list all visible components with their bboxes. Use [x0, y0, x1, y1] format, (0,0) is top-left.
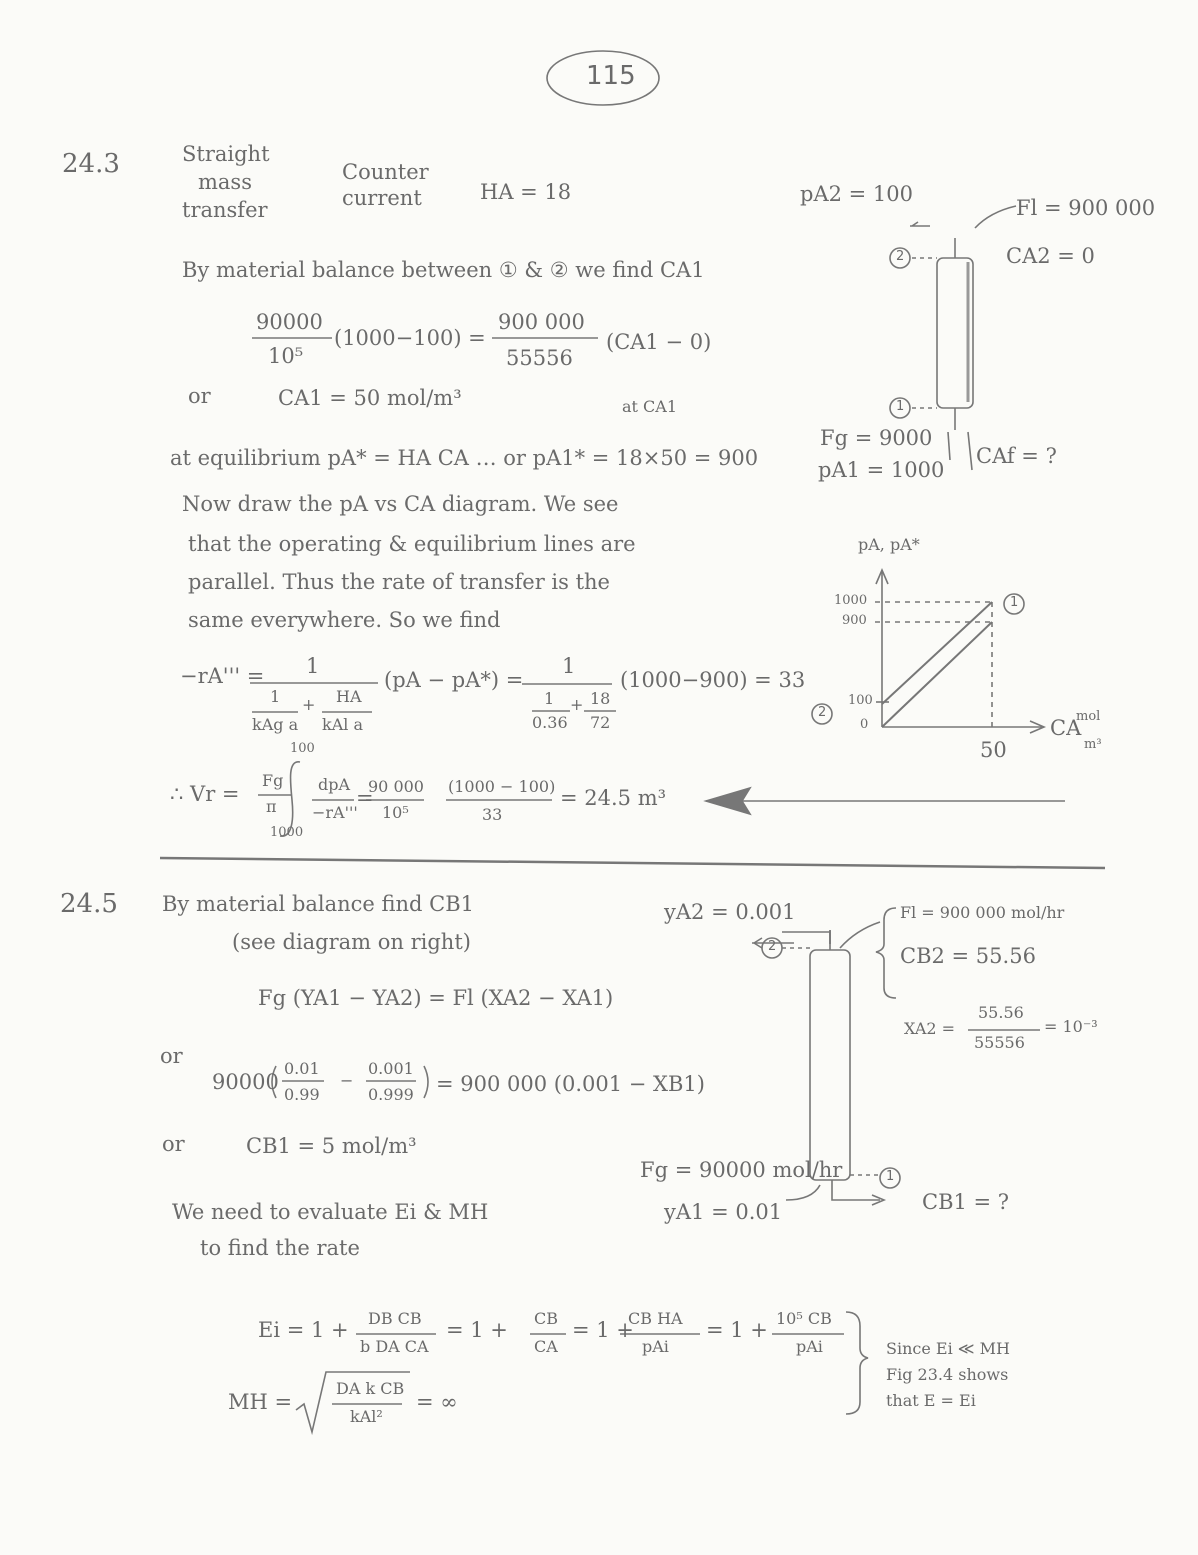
tower2-liquid-flow: Fl = 900 000 mol/hr — [900, 903, 1065, 922]
graph-y-label: pA, pA* — [858, 535, 920, 554]
mh-numerator: DA k CB — [336, 1379, 405, 1398]
rate-frac-f: 72 — [590, 713, 611, 732]
tower2-node-2: 2 — [768, 939, 777, 954]
tower2-xa2-den: 55556 — [974, 1033, 1025, 1052]
equilibrium-statement: at equilibrium pA* = HA CA … or pA1* = 18×50 = 900 — [170, 446, 759, 470]
eq2-right: = 900 000 (0.001 − XB1) — [436, 1072, 705, 1096]
rate-kg-a: kAg a — [252, 715, 299, 734]
tower2-xa2-lhs: XA2 = — [904, 1019, 956, 1038]
tower1-node-1: 1 — [896, 399, 905, 414]
label-straight: Straight — [182, 142, 270, 166]
eq2-d1: 0.99 — [284, 1085, 320, 1104]
volume-d2: 33 — [482, 805, 503, 824]
eq2-minus: − — [340, 1071, 354, 1090]
tower1-node-2: 2 — [896, 249, 905, 264]
mh-denominator: kAl² — [350, 1407, 383, 1426]
rate-frac-c: 1 — [544, 689, 555, 708]
pa2-value: pA2 = 100 — [800, 182, 913, 206]
label-counter: Counter — [342, 160, 429, 184]
need-line-1: We need to evaluate Ei & MH — [172, 1200, 489, 1224]
at-ca1-note: at CA1 — [622, 397, 678, 416]
henry-constant: HA = 18 — [480, 180, 572, 204]
tower1-gas-flow: Fg = 9000 — [820, 426, 933, 450]
ei-d2: CA — [534, 1337, 558, 1356]
eq1-right-numerator: 900 000 — [498, 310, 585, 334]
ei-lhs: Ei = 1 + — [258, 1318, 349, 1342]
gas-balance-equation: Fg (YA1 − YA2) = Fl (XA2 − XA1) — [258, 986, 614, 1010]
ca1-result: CA1 = 50 mol/m³ — [278, 386, 462, 410]
mh-rhs: = ∞ — [416, 1390, 458, 1414]
volume-ra: −rA''' — [312, 803, 358, 822]
graph-tick-900: 900 — [842, 613, 867, 628]
ei-n4: 10⁵ CB — [776, 1309, 832, 1328]
rate-inner-1: 1 — [270, 687, 281, 706]
volume-d1: 10⁵ — [382, 803, 409, 822]
since-line-1: Since Ei ≪ MH — [886, 1339, 1010, 1358]
rate-inner-plus: + — [302, 695, 316, 714]
volume-result: = 24.5 m³ — [560, 786, 667, 810]
volume-equals: = — [356, 786, 374, 810]
tower1-pa1: pA1 = 1000 — [818, 458, 945, 482]
since-line-2: Fig 23.4 shows — [886, 1365, 1009, 1384]
page-number: 115 — [586, 61, 636, 91]
volume-dpa: dpA — [318, 775, 351, 794]
tower1-ca2: CA2 = 0 — [1006, 244, 1095, 268]
graph-node-2: 2 — [818, 705, 827, 720]
volume-n1: 90 000 — [368, 777, 424, 796]
ei-eq1: = 1 + — [446, 1318, 508, 1342]
eq2-n1: 0.01 — [284, 1059, 320, 1078]
rate-frac-plus: + — [570, 695, 584, 714]
explanation-line-2: that the operating & equilibrium lines are — [188, 532, 636, 556]
volume-lhs: ∴ Vr = — [170, 782, 240, 806]
graph-tick-100: 100 — [848, 693, 873, 708]
ei-eq2: = 1 + — [572, 1318, 634, 1342]
ei-n2: CB — [534, 1309, 558, 1328]
integral-lower: 1000 — [270, 825, 304, 840]
cb1-result: CB1 = 5 mol/m³ — [246, 1134, 417, 1158]
rate-numerator-2: 1 — [562, 654, 576, 678]
problem-number-24-5: 24.5 — [60, 889, 118, 919]
volume-pi: π — [266, 797, 277, 816]
ei-eq3: = 1 + — [706, 1318, 768, 1342]
rate-driving-force: (pA − pA*) = — [384, 668, 524, 692]
since-line-3: that E = Ei — [886, 1391, 976, 1410]
explanation-line-1: Now draw the pA vs CA diagram. We see — [182, 492, 619, 516]
tower2-node-1: 1 — [886, 1169, 895, 1184]
graph-node-1: 1 — [1010, 595, 1019, 610]
rate-result: (1000−900) = 33 — [620, 668, 806, 692]
graph-tick-0: 0 — [860, 717, 869, 732]
ei-d4: pAi — [796, 1337, 823, 1356]
or-connector: or — [188, 384, 211, 408]
balance-statement-2: By material balance find CB1 — [162, 892, 475, 916]
graph-x-unit-bottom: m³ — [1084, 737, 1102, 752]
integral-upper: 100 — [290, 741, 315, 756]
or-connector-2: or — [160, 1044, 183, 1068]
see-diagram-note: (see diagram on right) — [232, 930, 471, 954]
explanation-line-3: parallel. Thus the rate of transfer is the — [188, 570, 610, 594]
eq1-left-denominator: 10⁵ — [268, 344, 304, 368]
rate-kl-a: kAl a — [322, 715, 363, 734]
rate-numerator: 1 — [306, 654, 320, 678]
graph-tick-1000: 1000 — [834, 593, 868, 608]
volume-fg: Fg — [262, 771, 284, 790]
tower2-gas-flow: Fg = 90000 mol/hr — [640, 1158, 843, 1182]
graph-tick-50: 50 — [980, 738, 1007, 762]
tower1-liquid-flow: Fl = 900 000 — [1016, 196, 1156, 220]
mh-lhs: MH = — [228, 1390, 293, 1414]
eq1-left-numerator: 90000 — [256, 310, 323, 334]
ei-d3: pAi — [642, 1337, 669, 1356]
rate-lhs: −rA''' = — [180, 664, 265, 688]
rate-frac-d: 18 — [590, 689, 611, 708]
ei-d1: b DA CA — [360, 1337, 429, 1356]
tower2-ya2: yA2 = 0.001 — [664, 900, 796, 924]
tower1-caf: CAf = ? — [976, 444, 1057, 468]
eq1-left-paren: (1000−100) = — [334, 326, 486, 350]
tower2-cb2: CB2 = 55.56 — [900, 944, 1036, 968]
rate-frac-e: 0.36 — [532, 713, 568, 732]
problem-number-24-3: 24.3 — [62, 149, 120, 179]
ei-n1: DB CB — [368, 1309, 422, 1328]
need-line-2: to find the rate — [200, 1236, 360, 1260]
eq2-left: 90000 — [212, 1070, 279, 1094]
tower2-xa2-num: 55.56 — [978, 1003, 1024, 1022]
label-transfer: transfer — [182, 198, 268, 222]
eq1-right-denominator: 55556 — [506, 346, 573, 370]
graph-x-label: CA — [1050, 716, 1082, 740]
tower2-ya1: yA1 = 0.01 — [664, 1200, 783, 1224]
ei-n3: CB HA — [628, 1309, 683, 1328]
volume-n2: (1000 − 100) — [448, 777, 556, 796]
tower2-xa2-rhs: = 10⁻³ — [1044, 1017, 1098, 1036]
balance-statement: By material balance between ① & ② we find CA1 — [182, 258, 705, 282]
graph-x-unit-top: mol — [1076, 709, 1101, 724]
tower2-cb1: CB1 = ? — [922, 1190, 1010, 1214]
rate-inner-ha: HA — [336, 687, 362, 706]
or-connector-3: or — [162, 1132, 185, 1156]
eq2-n2: 0.001 — [368, 1059, 414, 1078]
eq1-right-paren: (CA1 − 0) — [606, 330, 712, 354]
explanation-line-4: same everywhere. So we find — [188, 608, 501, 632]
label-current: current — [342, 186, 422, 210]
eq2-d2: 0.999 — [368, 1085, 414, 1104]
label-mass: mass — [198, 170, 252, 194]
